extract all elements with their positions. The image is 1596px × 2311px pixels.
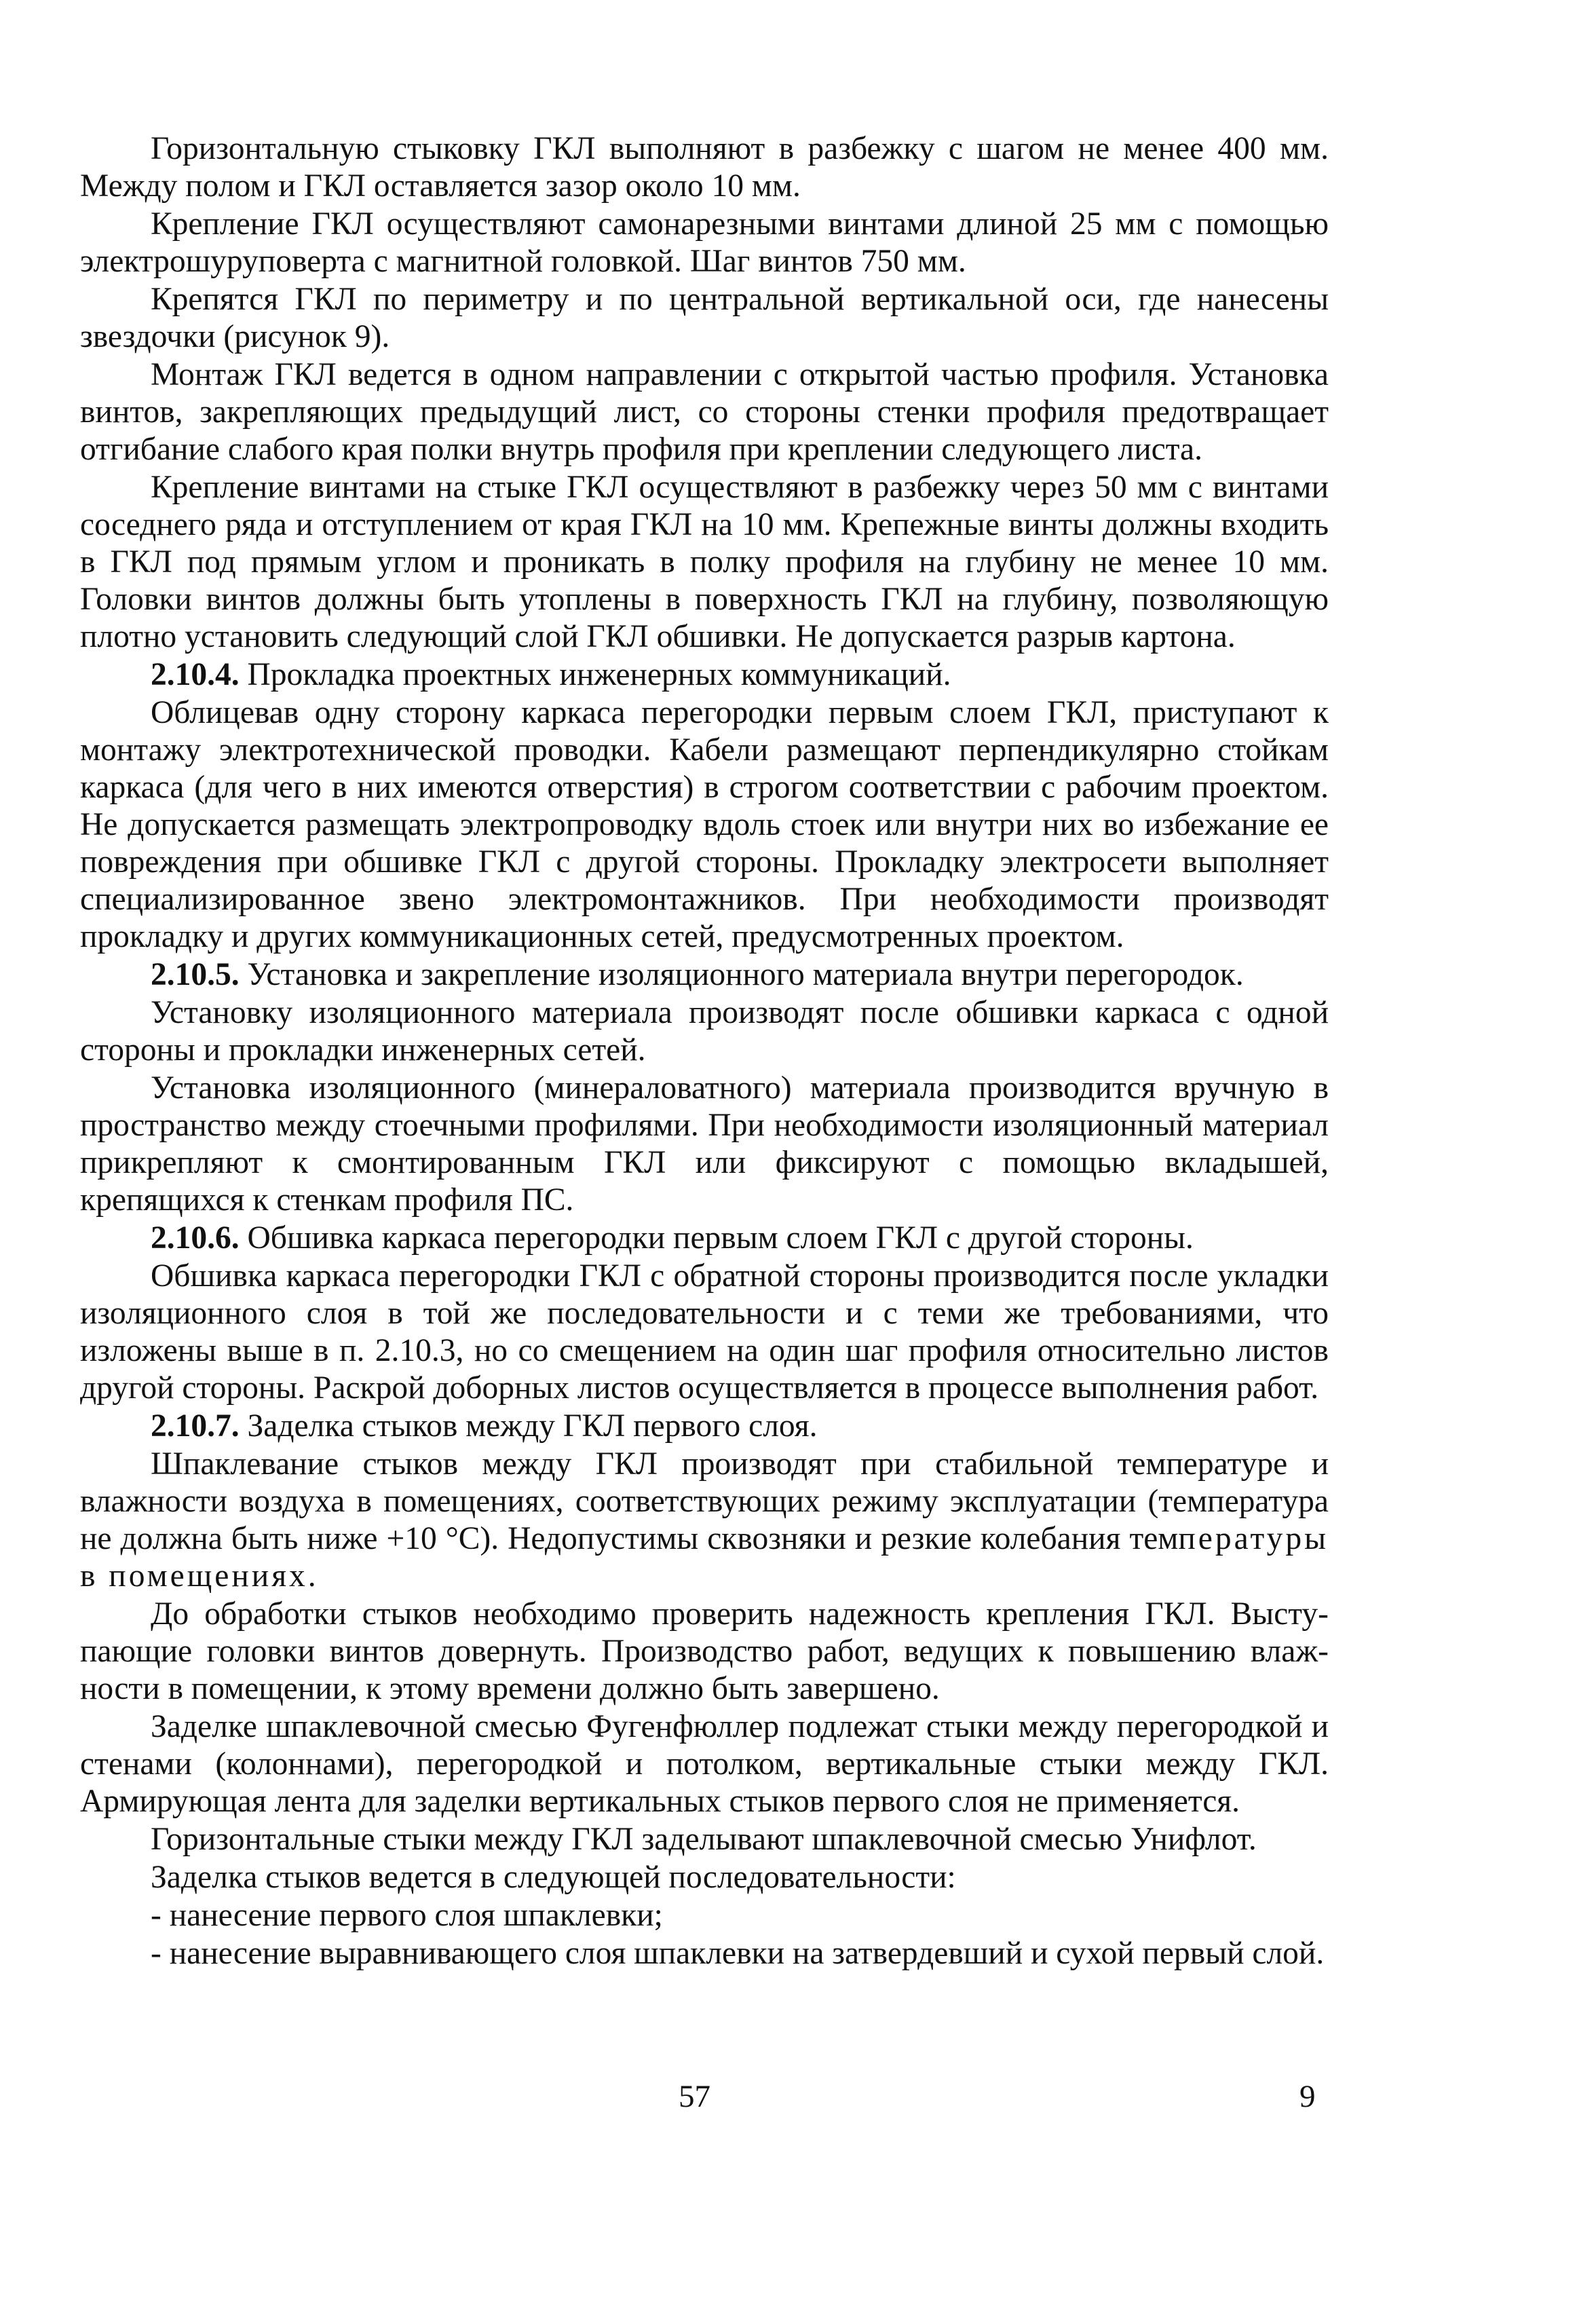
section-heading-2-10-4 bbox=[80, 656, 1329, 694]
section-heading-2-10-6 bbox=[80, 1220, 1329, 1257]
paragraph-14 bbox=[80, 1446, 1329, 1595]
page-footer bbox=[0, 2078, 1596, 2119]
paragraph-12: Обшивка каркаса перегородки ГКЛ с обратной стороны производится после укладки изоляционного слоя в той же последовательности и с теми же требованиями, что изложены выше в п. 2.10.3, но со смещением на один шаг профиля относительно листов другой стороны. Раскрой доборных листов осуществляется в процессе выполнения работ. bbox=[80, 1258, 1329, 1406]
sheet-number: 9 bbox=[1299, 2079, 1316, 2114]
page-number: 57 bbox=[679, 2079, 710, 2114]
section-number: 2.10.4. bbox=[151, 657, 240, 692]
paragraph-15: До обработки стыков необходимо проверить надежность крепления ГКЛ. Выступающие головки винтов довернуть. Производство работ, ведущих к повышению влажности в помещении, к этому времени должно быть завершено. bbox=[80, 1596, 1329, 1706]
paragraph-17: Горизонтальные стыки между ГКЛ заделывают шпаклевочной смесью Унифлот. bbox=[151, 1822, 1257, 1857]
paragraph-18: Заделка стыков ведется в следующей последовательности: bbox=[151, 1860, 956, 1895]
section-title: Заделка стыков между ГКЛ первого слоя. bbox=[239, 1408, 818, 1444]
paragraph-2: Крепление ГКЛ осуществляют самонарезными винтами длиной 25 мм с помощью электрошуруповерта с магнитной головкой. Шаг винтов 750 мм. bbox=[80, 206, 1329, 279]
section-number: 2.10.7. bbox=[151, 1408, 240, 1444]
document-body bbox=[80, 130, 1329, 1972]
paragraph-4: Монтаж ГКЛ ведется в одном направлении с открытой частью профиля. Установка винтов, закрепляющих предыдущий лист, со стороны стенки профиля предотвращает отгибание слабого края полки внутрь профиля при креплении следующего листа. bbox=[80, 357, 1329, 467]
section-heading-2-10-5 bbox=[80, 956, 1329, 994]
section-title: Прокладка проектных инженерных коммуникаций. bbox=[239, 657, 951, 692]
paragraph-5: Крепление винтами на стыке ГКЛ осуществляют в разбежку через 50 мм с винтами соседнего ряда и отступлением от края ГКЛ на 10 мм. Крепежные винты должны входить в ГКЛ под прямым углом и проникать в полку профиля на глубину не менее 10 мм. Головки винтов должны быть утоплены в поверхность ГКЛ на глубину, позволяющую плотно установить следующий слой ГКЛ обшивки. Не допускается разрыв картона. bbox=[80, 470, 1329, 654]
paragraph-1: Горизонтальную стыковку ГКЛ выполняют в разбежку с шагом не менее 400 мм. Между полом и ГКЛ оставляется зазор около 10 мм. bbox=[80, 131, 1329, 204]
paragraph-14-text: Шпаклевание стыков между ГКЛ производят при стабильной температуре и влажности воздуха в помещениях, соответствующих режиму эксплуатации (температура не должна быть ниже +10 °С). Недопустимы сквозняки и резкие колебания тем bbox=[80, 1446, 1329, 1556]
paragraph-10: Установка изоляционного (минераловатного) материала производится вручную в пространство между стоечными профилями. При необходимости изоляционный материал прикрепляют к смонтированным ГКЛ или фиксируют с помощью вкладышей, крепящихся к стенкам профиля ПС. bbox=[80, 1070, 1329, 1218]
section-number: 2.10.6. bbox=[151, 1220, 240, 1256]
paragraph-3: Крепятся ГКЛ по периметру и по центральной вертикальной оси, где нанесены звездочки (рисунок 9). bbox=[80, 282, 1329, 354]
section-number: 2.10.5. bbox=[151, 957, 240, 992]
section-title: Обшивка каркаса перегородки первым слоем ГКЛ с другой стороны. bbox=[239, 1220, 1194, 1256]
paragraph-7: Облицевав одну сторону каркаса перегородки первым слоем ГКЛ, приступают к монтажу электротехнической проводки. Кабели размещают перпендикулярно стойкам каркаса (для чего в них имеются отверстия) в строгом соответствии с рабочим проектом. Не допускается размещать электропроводку вдоль стоек или внутри них во избежание ее повреждения при обшивке ГКЛ с другой стороны. Прокладку электросети выполняет специализированное звено электромонтажников. При необходимости производят прокладку и других коммуникационных сетей, предусмотренных проектом. bbox=[80, 695, 1329, 954]
section-title: Установка и закрепление изоляционного материала внутри перегородок. bbox=[239, 957, 1244, 992]
list-item-2: - нанесение выравнивающего слоя шпаклевки на затвердевший и сухой первый слой. bbox=[151, 1936, 1325, 1971]
paragraph-16: Заделке шпаклевочной смесью Фугенфюллер подлежат стыки между перегородкой и стенами (колоннами), перегородкой и потолком, вертикальные стыки между ГКЛ. Армирующая лента для заделки вертикальных стыков первого слоя не применяется. bbox=[80, 1709, 1329, 1819]
paragraph-14-spaced-text: пературы в помещениях. bbox=[80, 1521, 1329, 1594]
section-heading-2-10-7 bbox=[80, 1408, 1329, 1445]
list-item-1: - нанесение первого слоя шпаклевки; bbox=[151, 1898, 663, 1933]
paragraph-9: Установку изоляционного материала производят после обшивки каркаса с одной стороны и прокладки инженерных сетей. bbox=[80, 995, 1329, 1068]
